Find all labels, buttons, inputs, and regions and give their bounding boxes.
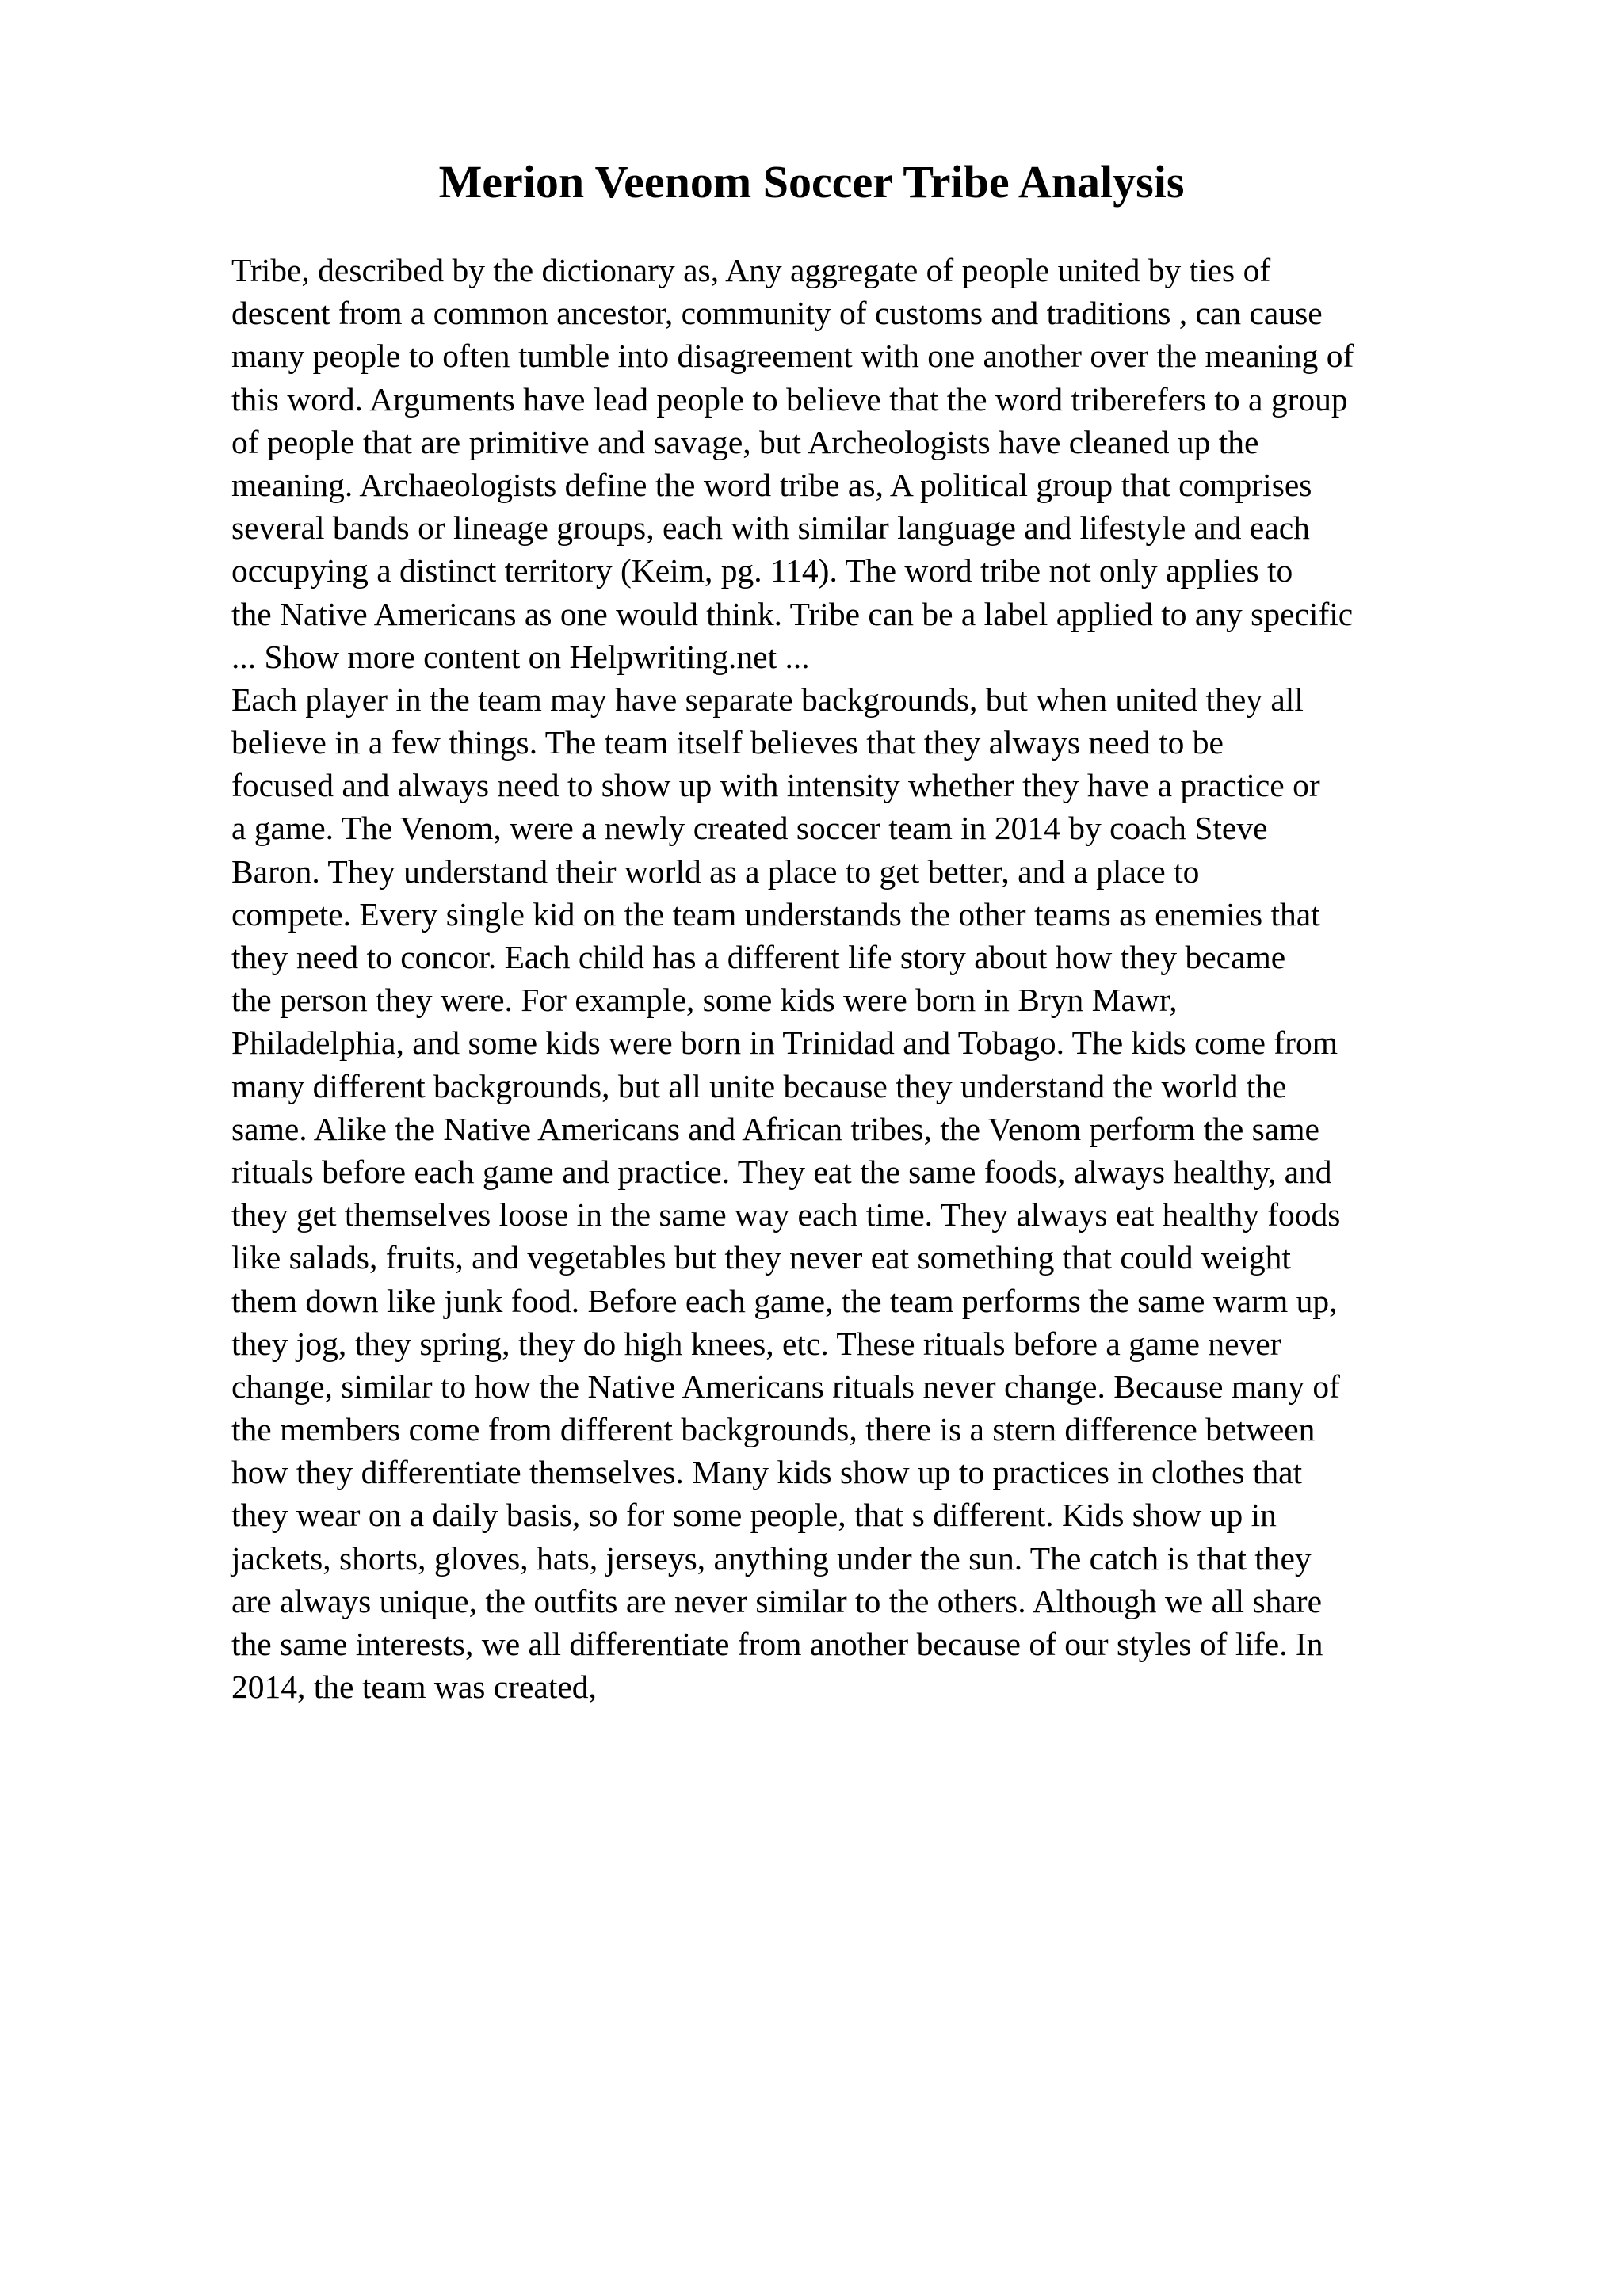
text-line: several bands or lineage groups, each with similar language and lifestyle and each [231,509,1310,547]
text-line: are always unique, the outfits are never similar to the others. Although we all share [231,1582,1323,1619]
show-more-line: ... Show more content on Helpwriting.net ... [231,638,810,675]
text-line: jackets, shorts, gloves, hats, jerseys, anything under the sun. The catch is that they [231,1539,1312,1577]
text-line: they need to concor. Each child has a different life story about how they became [231,939,1286,975]
document-body [231,249,1531,1708]
text-line: a game. The Venom, were a newly created soccer team in 2014 by coach Steve [231,810,1268,847]
text-line: the person they were. For example, some kids were born in Bryn Mawr, [231,982,1178,1019]
text-line: 2014, the team was created, [231,1669,597,1706]
text-line: rituals before each game and practice. They eat the same foods, always healthy, and [231,1153,1332,1190]
text-line: they wear on a daily basis, so for some people, that s different. Kids show up in [231,1497,1277,1534]
text-line: focused and always need to show up with intensity whether they have a practice or [231,767,1320,804]
text-line: they jog, they spring, they do high knees, etc. These rituals before a game never [231,1325,1281,1362]
text-line: them down like junk food. Before each game, the team performs the same warm up, [231,1282,1338,1319]
text-line: the same interests, we all differentiate from another because of our styles of life. In [231,1626,1323,1662]
text-line: believe in a few things. The team itself believes that they always need to be [231,724,1224,761]
text-line: same. Alike the Native Americans and African tribes, the Venom perform the same [231,1110,1319,1147]
text-line: Baron. They understand their world as a place to get better, and a place to [231,852,1200,890]
text-line: Philadelphia, and some kids were born in Trinidad and Tobago. The kids come from [231,1024,1338,1062]
document-title: Merion Veenom Soccer Tribe Analysis [438,156,1185,208]
text-line: the members come from different backgrounds, there is a stern difference between [231,1411,1316,1448]
text-line: change, similar to how the Native Americans rituals never change. Because many of [231,1367,1340,1405]
text-line: this word. Arguments have lead people to believe that the word triberefers to a group [231,380,1348,418]
text-line: occupying a distinct territory (Keim, pg. 114). The word tribe not only applies to [231,552,1293,589]
text-line: meaning. Archaeologists define the word tribe as, A political group that comprises [231,466,1312,503]
text-line: many different backgrounds, but all unite because they understand the world the [231,1067,1287,1104]
text-line: Each player in the team may have separate backgrounds, but when united they all [231,681,1304,718]
text-line: many people to often tumble into disagreement with one another over the meaning of [231,338,1354,375]
text-line: descent from a common ancestor, community of customs and traditions , can cause [231,295,1323,332]
text-line: Tribe, described by the dictionary as, Any aggregate of people united by ties of [231,252,1271,288]
text-line: how they differentiate themselves. Many kids show up to practices in clothes that [231,1454,1303,1491]
text-line: compete. Every single kid on the team understands the other teams as enemies that [231,895,1320,933]
text-line: like salads, fruits, and vegetables but they never eat something that could weight [231,1239,1291,1276]
text-line: they get themselves loose in the same way each time. They always eat healthy foods [231,1196,1341,1234]
text-line: of people that are primitive and savage, but Archeologists have cleaned up the [231,423,1259,460]
text-line: the Native Americans as one would think. Tribe can be a label applied to any specific [231,595,1354,632]
